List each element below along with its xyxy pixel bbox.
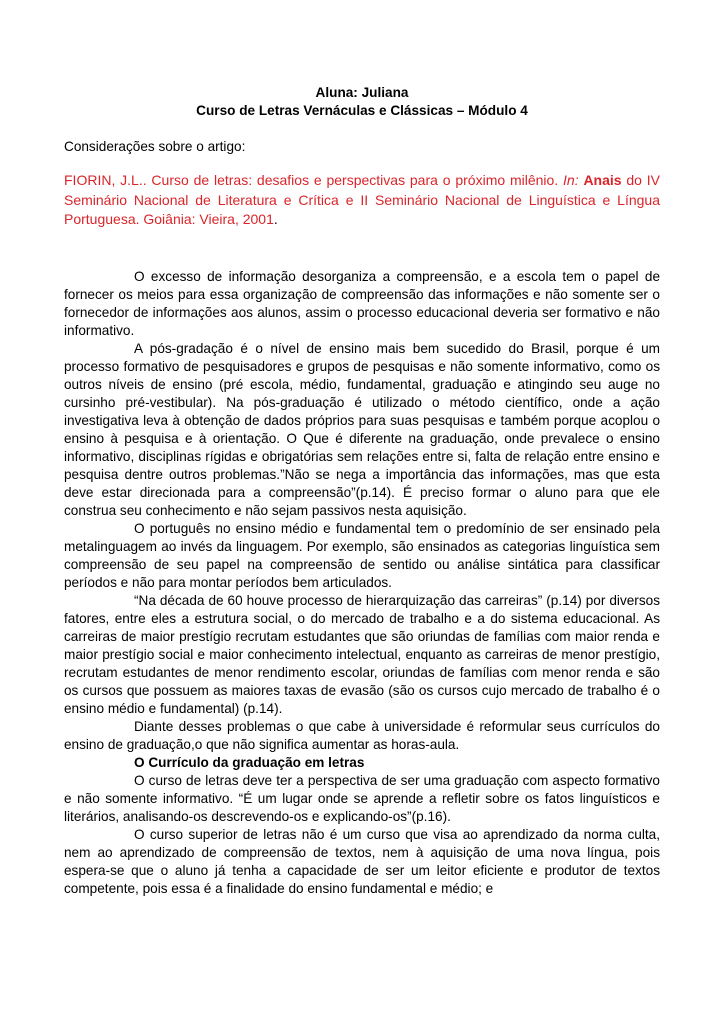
student-name: Aluna: Juliana xyxy=(315,85,409,100)
paragraph: O excesso de informação desorganiza a compreensão, e a escola tem o papel de fornecer os meios para essa organização de compreensão das informações e não somente ser o fornecedor de informações aos alunos, assim o processo educacional deveria ser formativo e não informativo. xyxy=(64,268,660,338)
reference-part-2: do IV Seminário Nacional de Literatura e Crítica e II Seminário Nacional de Linguística e Língua Portuguesa. Goiânia: Vieira, 2001 xyxy=(64,172,661,228)
reference-final-dot: . xyxy=(273,211,278,228)
paragraph: A pós-gradação é o nível de ensino mais bem sucedido do Brasil, porque é um processo formativo de pesquisadores e grupos de pesquisas e não somente informativo, como os outros níveis de ensino (pré escola, médio, fundamental, graduação e atingindo seu auge no cursinho pré-vestibular). Na pós-graduação é utilizado o método científico, onde a ação investigativa leva à obtenção de dados próprios para suas pesquisas e também porque acoplou o ensino à pesquisa e à orientação. O Que é diferente na graduação, onde prevalece o ensino informativo, disciplinas rígidas e obrigatórias sem relações entre si, falta de relação entre ensino e pesquisa dentre outros problemas.”Não se nega a importância das informações, mas que esta deve estar direcionada para a compreensão”(p.14). É preciso formar o aluno para que ele construa seu conhecimento e não sejam passivos nesta aquisição. xyxy=(64,340,660,518)
section-label: Considerações sobre o artigo: xyxy=(64,139,246,154)
paragraph: Diante desses problemas o que cabe à universidade é reformular seus currículos do ensino de graduação,o que não significa aumentar as horas-aula. xyxy=(64,718,660,752)
article-body xyxy=(64,268,660,898)
course-title: Curso de Letras Vernáculas e Clássicas – Módulo 4 xyxy=(196,103,528,118)
paragraph: “Na década de 60 houve processo de hierarquização das carreiras” (p.14) por diversos fatores, entre eles a estrutura social, o do mercado de trabalho e a do sistema educacional. As carreiras de maior prestígio recrutam estudantes que são oriundas de famílias com maior renda e maior prestígio social e maior conhecimento intelectual, enquanto as carreiras de menor prestígio, recrutam estudantes de menor rendimento escolar, oriundas de famílias com menor renda e são os cursos que possuem as maiores taxas de evasão (são os cursos cujo mercado de trabalho é o ensino médio e fundamental) (p.14). xyxy=(64,592,660,716)
bibliographic-reference xyxy=(64,171,660,230)
paragraph: O português no ensino médio e fundamental tem o predomínio de ser ensinado pela metalinguagem ao invés da linguagem. Por exemplo, são ensinados as categorias linguística sem compreensão de seu papel na compreensão de sentido ou análise sintática para classificar períodos e não para montar períodos bem articulados. xyxy=(64,520,660,590)
document-page xyxy=(64,84,660,898)
paragraph: O curso superior de letras não é um curso que visa ao aprendizado da norma culta, nem ao aprendizado de compreensão de textos, nem à aquisição de uma nova língua, pois espera-se que o aluno já tenha a capacidade de ser um leitor eficiente e produtor de textos competente, pois essa é a finalidade do ensino fundamental e médio; e xyxy=(64,826,660,896)
reference-in-label: In: xyxy=(563,172,579,188)
paragraph: O curso de letras deve ter a perspectiva de ser uma graduação com aspecto formativo e não somente informativo. “É um lugar onde se aprende a refletir sobre os fatos linguísticos e literários, analisando-os descrevendo-os e explicando-os”(p.16). xyxy=(64,772,660,824)
reference-part-1: FIORIN, J.L.. Curso de letras: desafios e perspectivas para o próximo milênio. xyxy=(64,172,564,188)
section-subheading: O Currículo da graduação em letras xyxy=(134,754,365,770)
reference-anais-label: Anais xyxy=(583,172,622,188)
